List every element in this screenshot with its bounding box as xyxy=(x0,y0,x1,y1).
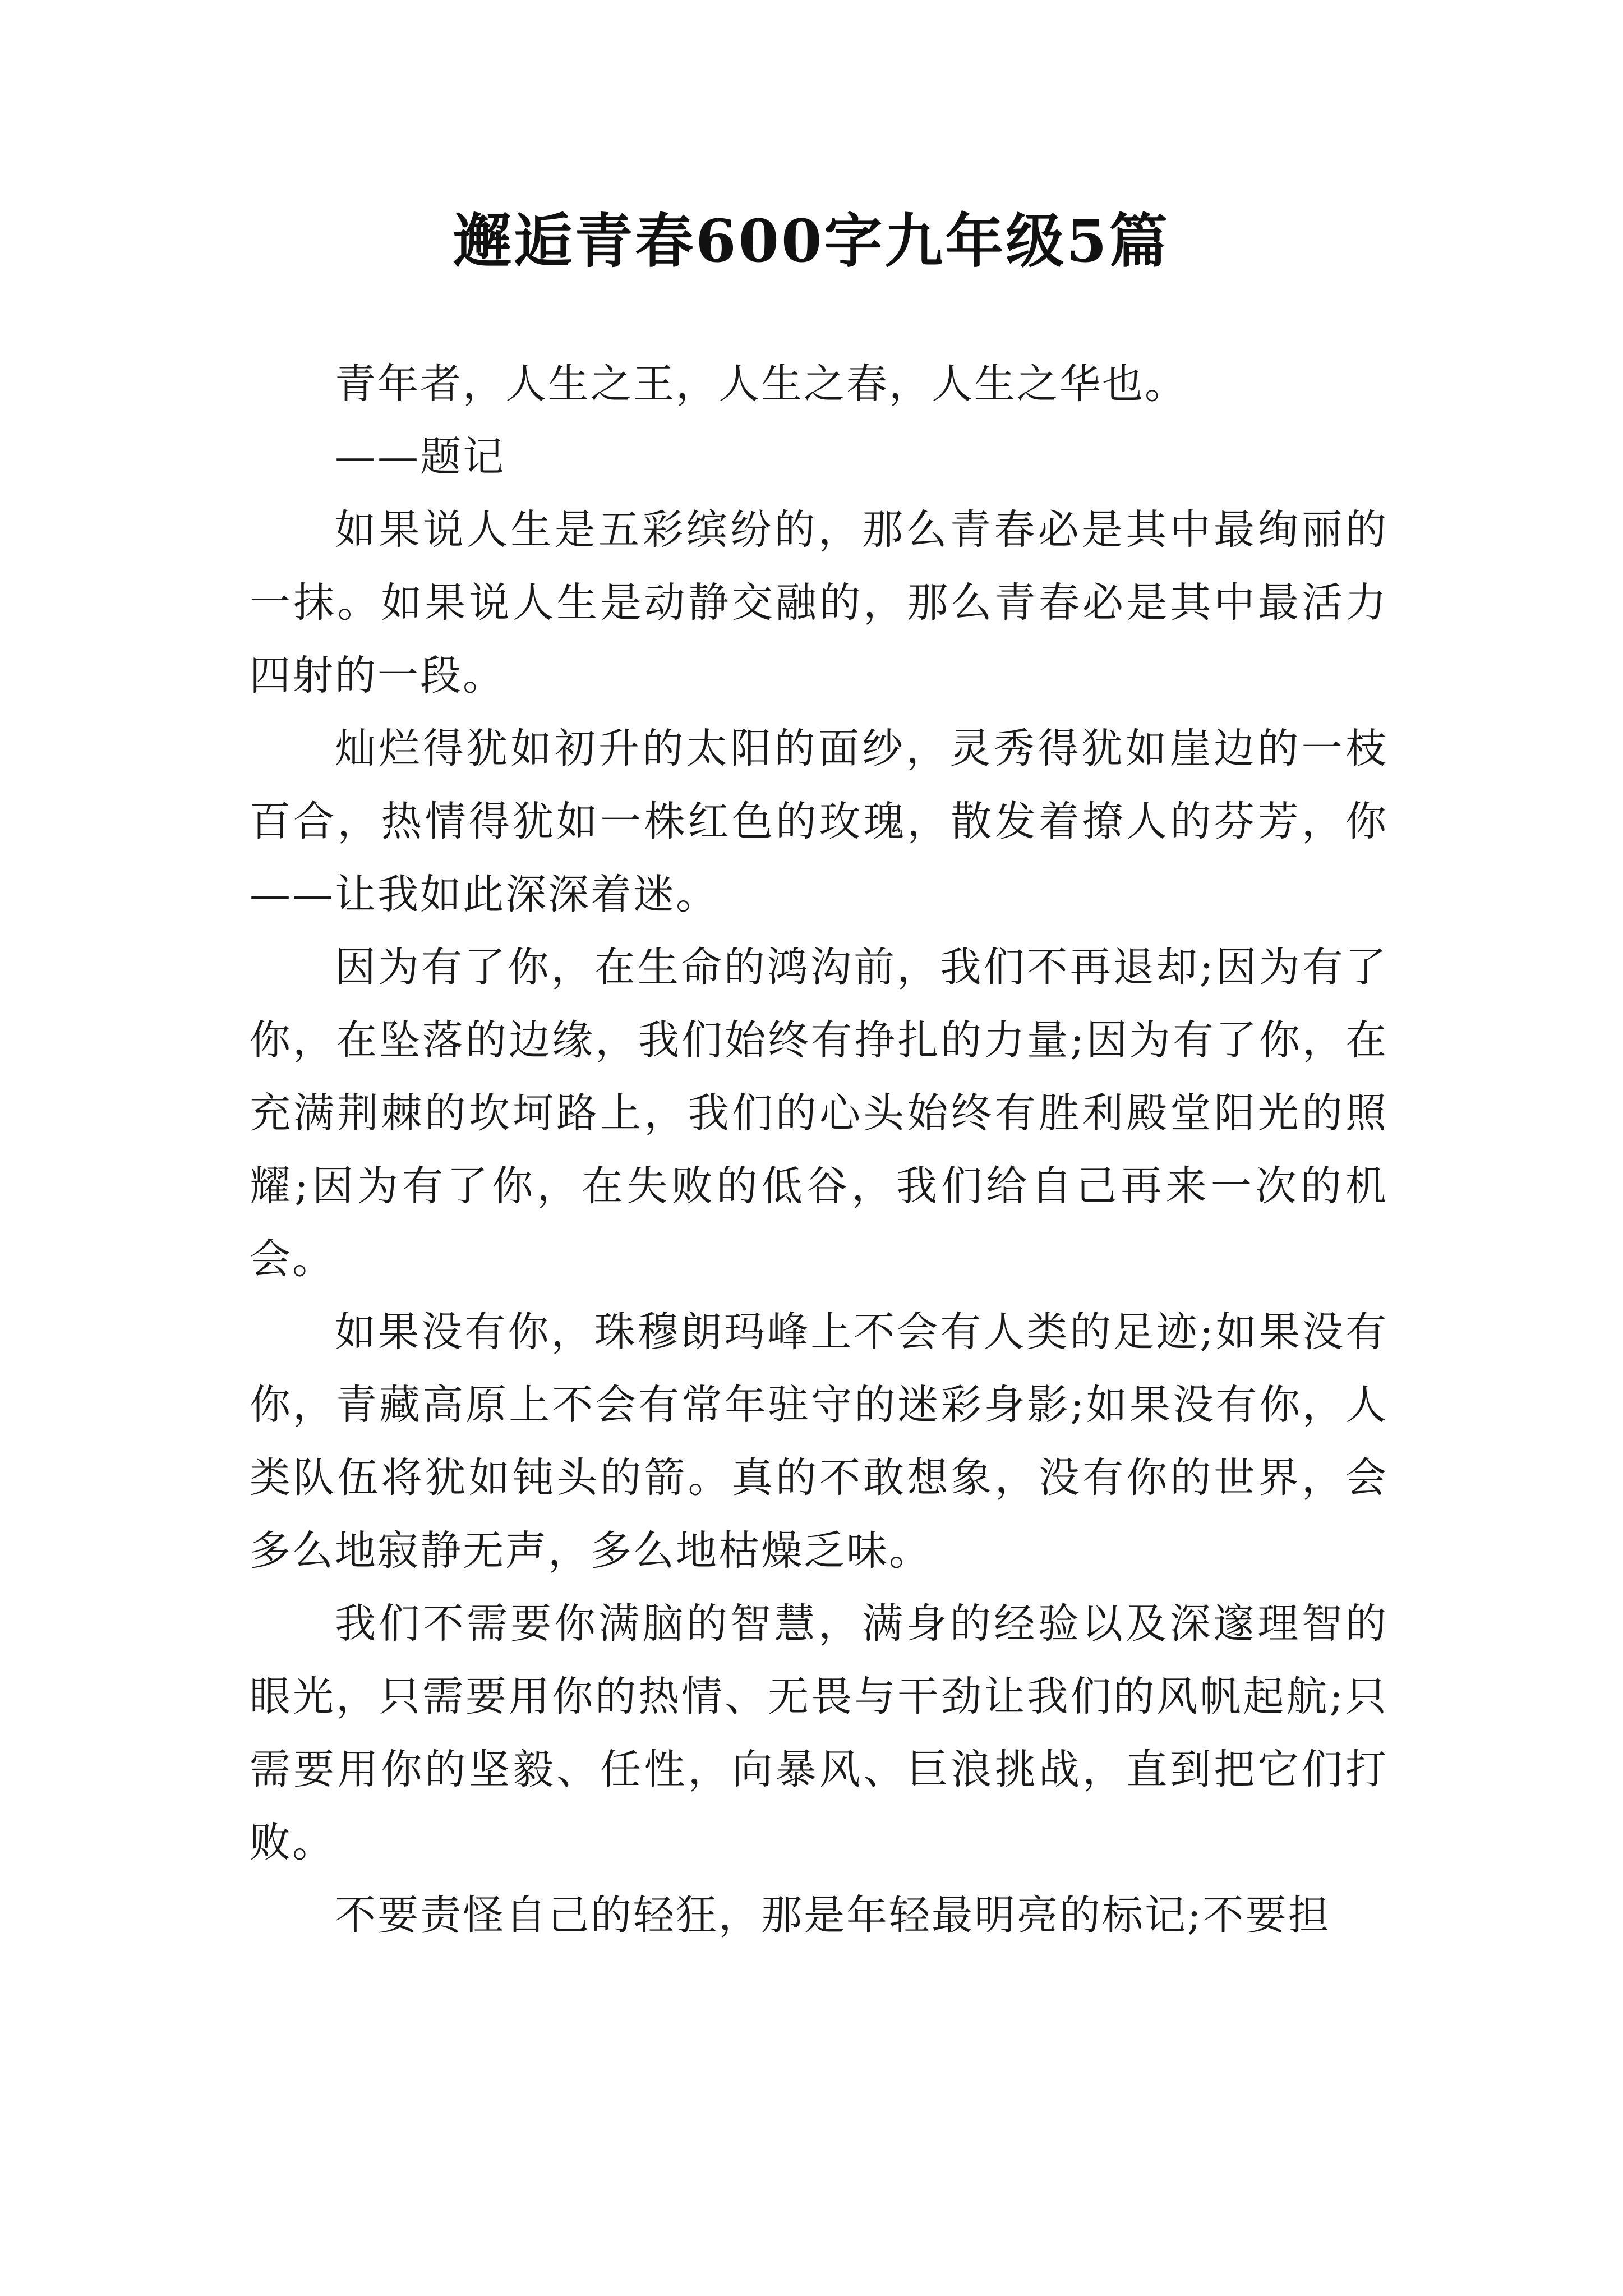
epigraph-line: 青年者，人生之王，人生之春，人生之华也。 xyxy=(335,360,1187,408)
paragraph: 灿烂得犹如初升的太阳的面纱，灵秀得犹如崖边的一枝百合，热情得犹如一株红色的玫瑰，散发着撩人的芬芳，你——让我如此深深着迷。 xyxy=(250,725,1388,918)
paragraph: 如果没有你，珠穆朗玛峰上不会有人类的足迹;如果没有你，青藏高原上不会有常年驻守的迷彩身影;如果没有你，人类队伍将犹如钝头的箭。真的不敢想象，没有你的世界，会多么地寂静无声，多么地枯燥乏味。 xyxy=(250,1308,1388,1575)
document-body xyxy=(250,348,1388,1952)
paragraph: 我们不需要你满脑的智慧，满身的经验以及深邃理智的眼光，只需要用你的热情、无畏与干劲让我们的风帆起航;只需要用你的坚毅、任性，向暴风、巨浪挑战，直到把它们打败。 xyxy=(250,1600,1388,1866)
paragraph: 因为有了你，在生命的鸿沟前，我们不再退却;因为有了你，在坠落的边缘，我们始终有挣扎的力量;因为有了你，在充满荆棘的坎坷路上，我们的心头始终有胜利殿堂阳光的照耀;因为有了你，在失败的低谷，我们给自己再来一次的机会。 xyxy=(250,944,1388,1283)
document-title: 邂逅青春600字九年级5篇 xyxy=(453,206,1170,275)
epigraph-attribution: ——题记 xyxy=(335,433,505,481)
paragraph: 如果说人生是五彩缤纷的，那么青春必是其中最绚丽的一抹。如果说人生是动静交融的，那么青春必是其中最活力四射的一段。 xyxy=(250,506,1388,700)
paragraph: 不要责怪自己的轻狂，那是年轻最明亮的标记;不要担 xyxy=(335,1892,1331,1939)
